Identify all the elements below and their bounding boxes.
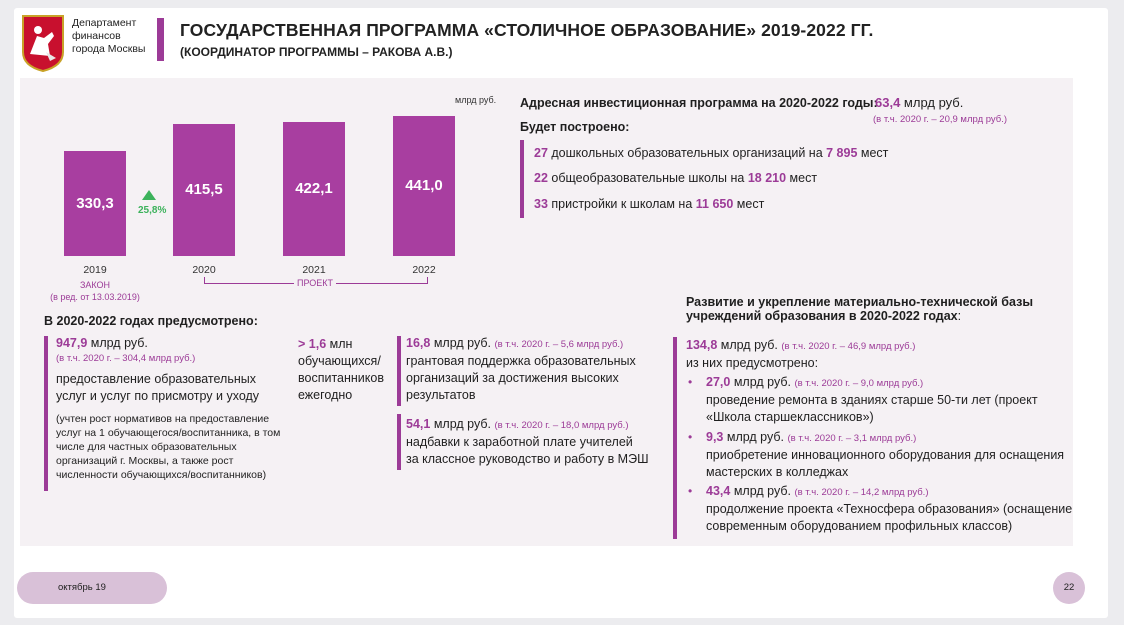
block1-small-line: услуг на 1 обучающегося/воспитанника, в том [56,427,281,439]
bullet-amount: 27,0 [706,375,731,389]
built-places: 7 895 [826,146,858,160]
built-text: пристройки к школам на [547,197,696,211]
x-tick-label: 2019 [83,264,107,276]
logo-line: Департамент [72,17,137,29]
built-item [534,171,817,185]
material-total [686,337,915,355]
grant-line: результатов [406,388,476,402]
bullet-unit: млрд руб. [730,375,795,389]
block1-small-line: численности обучающихся/воспитанников) [56,469,267,481]
material-of-which: из них предусмотрено: [686,356,819,370]
bonus-line: за классное руководство и работу в МЭШ [406,452,649,466]
grant-accent-bar [397,336,401,406]
block1-text-line: предоставление образовательных [56,372,256,386]
grant-block [406,335,636,404]
built-suffix: мест [733,197,765,211]
built-item [534,146,888,160]
title-accent-bar [157,18,164,61]
material-title [686,295,1033,323]
students-line: ежегодно [298,388,353,402]
grant-amount: 16,8 [406,336,431,350]
x-tick-label: 2022 [412,264,436,276]
page-subtitle: (КООРДИНАТОР ПРОГРАММЫ – РАКОВА А.В.) [180,45,453,59]
bonus-accent-bar [397,414,401,470]
bar-value-label: 422,1 [295,180,333,197]
bonus-unit: млрд руб. [430,417,495,431]
block1-small-line: числе для частных образовательных [56,441,237,453]
students-line: обучающихся/ [298,354,381,368]
built-accent-bar [520,140,524,218]
bar-value-label: 415,5 [185,181,223,198]
students-unit: млн [326,337,353,351]
built-suffix: мест [857,146,889,160]
block1-small-line: организаций г. Москвы, а также рост [56,455,234,467]
material-total-amount: 134,8 [686,338,718,352]
law-label: ЗАКОН [79,280,111,290]
bonus-note: (в т.ч. 2020 г. – 18,0 млрд руб.) [494,420,629,431]
bullet-note: (в т.ч. 2020 г. – 9,0 млрд руб.) [794,378,924,389]
bullet-line: современным оборудованием профильных классов) [706,519,1013,533]
bullet-amount: 43,4 [706,484,731,498]
built-places: 11 650 [695,197,734,211]
logo-line: города Москвы [72,43,146,55]
bar-value-label: 330,3 [76,194,114,212]
bullet-dot: • [688,430,693,444]
built-count: 33 [534,197,548,211]
bullet-dot: • [688,484,693,498]
block1-amount-unit: млрд руб. [87,336,148,350]
law-note: (в ред. от 13.03.2019) [50,292,140,302]
bullet-line: мастерских в колледжах [706,465,849,479]
block1-small-line: (учтен рост нормативов на предоставление [56,413,270,425]
bullet-line: «Школа старшеклассников») [706,410,874,424]
investment-title: Адресная инвестиционная программа на 2020-2022 годы: [520,96,878,110]
block1-amount-value: 947,9 [56,336,88,350]
bullet-line: продолжение проекта «Техносфера образования» (оснащение [706,502,1073,516]
built-count: 27 [534,146,548,160]
students-line: воспитанников [298,371,384,385]
built-item [534,197,764,211]
material-bullet [706,483,1072,535]
bullet-line: проведение ремонта в зданиях старше 50-ти лет (проект [706,393,1038,407]
block1-note: (в т.ч. 2020 г. – 304,4 млрд руб.) [56,353,196,364]
bullet-note: (в т.ч. 2020 г. – 3,1 млрд руб.) [787,433,917,444]
material-title-line: учреждений образования в 2020-2022 годах [686,309,958,323]
material-total-unit: млрд руб. [717,338,782,352]
built-suffix: мест [786,171,818,185]
bullet-unit: млрд руб. [723,430,788,444]
block1-text-line: услуг и услуг по присмотру и уходу [56,389,260,403]
x-tick-label: 2021 [302,264,326,276]
growth-up-arrow-icon [142,190,156,200]
built-places: 18 210 [747,171,787,185]
x-tick-label: 2020 [192,264,216,276]
grant-note: (в т.ч. 2020 г. – 5,6 млрд руб.) [494,339,624,350]
bullet-unit: млрд руб. [730,484,795,498]
grant-unit: млрд руб. [430,336,495,350]
planned-title: В 2020-2022 годах предусмотрено: [44,314,258,328]
bullet-amount: 9,3 [706,430,724,444]
project-label: ПРОЕКТ [294,278,336,288]
investment-note: (в т.ч. 2020 г. – 20,9 млрд руб.) [873,114,1008,125]
students-block [298,336,384,404]
block1-text [56,371,259,405]
moscow-coat-of-arms-icon [20,14,66,72]
logo-text [72,17,145,56]
material-bullet [706,429,1064,481]
bullet-dot: • [688,375,693,389]
material-total-note: (в т.ч. 2020 г. – 46,9 млрд руб.) [781,341,916,352]
grant-line: организаций за достижения высоких [406,371,619,385]
growth-label: 25,8% [138,205,167,216]
material-title-colon: : [957,309,962,323]
bar-value-label: 441,0 [405,177,443,194]
bonus-amount: 54,1 [406,417,431,431]
page-title: ГОСУДАРСТВЕННАЯ ПРОГРАММА «СТОЛИЧНОЕ ОБРАЗОВАНИЕ» 2019-2022 ГГ. [180,20,874,40]
bullet-note: (в т.ч. 2020 г. – 14,2 млрд руб.) [794,487,929,498]
block1-accent-bar [44,336,48,491]
block1-amount [56,335,148,352]
grant-line: грантовая поддержка образовательных [406,354,636,368]
material-title-line: Развитие и укрепление материально-технической базы [686,295,1034,309]
built-count: 22 [534,171,548,185]
page-number: 22 [1053,572,1085,604]
investment-amount [875,95,963,110]
chart-unit-label: млрд руб. [455,95,497,105]
bonus-line: надбавки к заработной плате учителей [406,435,633,449]
logo-line: финансов [72,30,121,42]
students-amount: > 1,6 [298,337,327,351]
footer-date: октябрь 19 [58,582,106,593]
investment-amount-unit: млрд руб. [900,95,964,110]
material-accent-bar [673,337,677,539]
built-text: общеобразовательные школы на [547,171,748,185]
block1-small [56,412,280,482]
bullet-line: приобретение инновационного оборудования для оснащения [706,448,1065,462]
built-title: Будет построено: [520,120,630,134]
built-text: дошкольных образовательных организаций на [547,146,827,160]
bonus-block [406,416,649,468]
material-bullet [706,374,1038,426]
investment-amount-value: 63,4 [875,95,901,110]
